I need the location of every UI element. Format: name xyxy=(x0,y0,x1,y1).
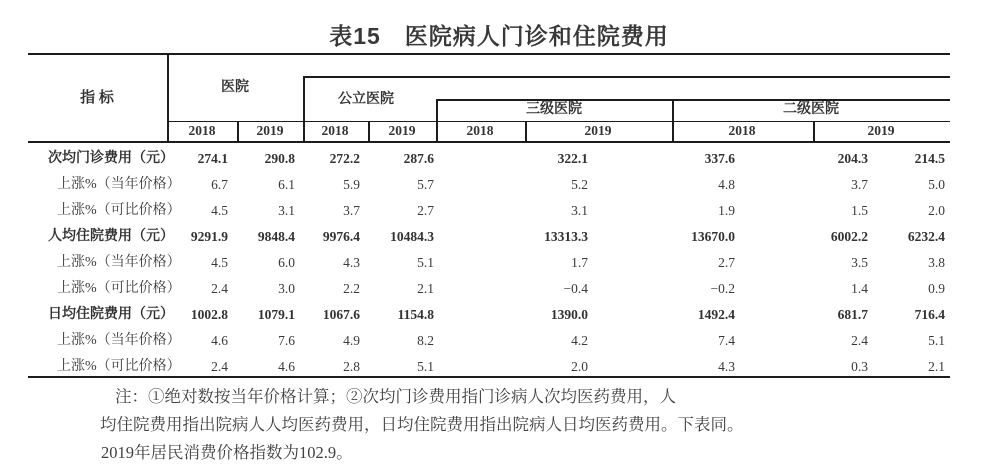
cell-value: 3.7 xyxy=(851,177,868,192)
cell-value: 6.0 xyxy=(278,255,295,270)
cell-value: 4.5 xyxy=(211,255,228,270)
year-header-hospital-2018: 2018 xyxy=(188,123,216,138)
cell-value: 337.6 xyxy=(704,151,735,166)
cell-value: 1002.8 xyxy=(190,307,228,322)
cell-value: 681.7 xyxy=(837,307,868,322)
note-line-1: 注：①绝对数按当年价格计算；②次均门诊费用指门诊病人次均医药费用，人 xyxy=(115,387,676,406)
cell-value: 290.8 xyxy=(264,151,295,166)
table-row xyxy=(0,276,982,302)
cell-value: 4.3 xyxy=(718,359,735,374)
cell-value: 5.9 xyxy=(343,177,360,192)
divider-secondary-years xyxy=(813,121,815,142)
cell-value: 0.9 xyxy=(928,281,945,296)
cell-value: 204.3 xyxy=(837,151,868,166)
cell-value: 2.7 xyxy=(718,255,735,270)
cell-value: 7.4 xyxy=(718,333,735,348)
cell-value: 9848.4 xyxy=(257,229,295,244)
cell-value: 2.8 xyxy=(343,359,360,374)
cell-value: 322.1 xyxy=(557,151,588,166)
table-row xyxy=(0,146,982,172)
cell-value: 1.5 xyxy=(851,203,868,218)
tier-hospital-group-border xyxy=(436,99,950,101)
column-group-tertiary-hospital: 三级医院 xyxy=(526,102,582,117)
cell-value: 4.6 xyxy=(278,359,295,374)
divider-public-years xyxy=(368,121,370,142)
table-row xyxy=(0,302,982,328)
cell-value: 4.6 xyxy=(211,333,228,348)
cell-value: 4.3 xyxy=(343,255,360,270)
cell-value: 6232.4 xyxy=(907,229,945,244)
divider-public-tertiary xyxy=(436,99,438,141)
divider-tertiary-secondary xyxy=(672,99,674,141)
column-group-public-hospital: 公立医院 xyxy=(338,92,394,107)
cell-value: 272.2 xyxy=(329,151,360,166)
cell-value: 1.9 xyxy=(718,203,735,218)
cell-value: 1492.4 xyxy=(697,307,735,322)
cell-value: 7.6 xyxy=(278,333,295,348)
cell-value: 214.5 xyxy=(914,151,945,166)
cell-value: 6.7 xyxy=(211,177,228,192)
year-header-secondary-2018: 2018 xyxy=(728,123,756,138)
cell-value: 9291.9 xyxy=(190,229,228,244)
cell-value: 3.7 xyxy=(343,203,360,218)
divider-indicator-hospital xyxy=(167,53,169,141)
cell-value: 4.8 xyxy=(718,177,735,192)
cell-value: 3.8 xyxy=(928,255,945,270)
column-header-indicator: 指 标 xyxy=(80,90,114,106)
cell-value: 2.0 xyxy=(571,359,588,374)
year-header-public-2018: 2018 xyxy=(321,123,349,138)
table-row xyxy=(0,328,982,354)
table-row xyxy=(0,354,982,380)
year-header-secondary-2019: 2019 xyxy=(867,123,895,138)
cell-value: 2.4 xyxy=(211,359,228,374)
cell-value: 13313.3 xyxy=(544,229,588,244)
cell-value: 1154.8 xyxy=(397,307,434,322)
cell-value: 6002.2 xyxy=(830,229,868,244)
year-row-top-border xyxy=(167,121,950,123)
cell-value: 4.9 xyxy=(343,333,360,348)
table-row xyxy=(0,250,982,276)
cell-value: 5.1 xyxy=(417,359,434,374)
year-header-tertiary-2018: 2018 xyxy=(466,123,494,138)
cell-value: 1.4 xyxy=(851,281,868,296)
cell-value: 2.7 xyxy=(417,203,434,218)
row-label: 上涨%（当年价格） xyxy=(57,177,181,192)
row-label: 上涨%（可比价格） xyxy=(57,281,181,296)
cell-value: 3.0 xyxy=(278,281,295,296)
cell-value: 3.1 xyxy=(571,203,588,218)
cell-value: 4.5 xyxy=(211,203,228,218)
cell-value: 2.4 xyxy=(851,333,868,348)
table-row xyxy=(0,224,982,250)
cell-value: 5.0 xyxy=(928,177,945,192)
cell-value: 9976.4 xyxy=(322,229,360,244)
row-label: 上涨%（当年价格） xyxy=(57,255,181,270)
cell-value: 3.1 xyxy=(278,203,295,218)
row-label: 人均住院费用（元） xyxy=(48,229,174,244)
cell-value: 13670.0 xyxy=(691,229,735,244)
cell-value: 1079.1 xyxy=(257,307,295,322)
table-row xyxy=(0,172,982,198)
cell-value: 5.7 xyxy=(417,177,434,192)
cell-value: 287.6 xyxy=(403,151,434,166)
public-hospital-group-border xyxy=(303,76,950,78)
cell-value: 2.0 xyxy=(928,203,945,218)
cell-value: 2.1 xyxy=(417,281,434,296)
row-label: 日均住院费用（元） xyxy=(48,307,174,322)
cell-value: 1067.6 xyxy=(322,307,360,322)
table-row xyxy=(0,198,982,224)
cell-value: 5.1 xyxy=(417,255,434,270)
cell-value: 8.2 xyxy=(417,333,434,348)
row-label: 上涨%（可比价格） xyxy=(57,359,181,374)
cell-value: 716.4 xyxy=(914,307,945,322)
cell-value: −0.4 xyxy=(563,281,588,296)
year-header-hospital-2019: 2019 xyxy=(256,123,284,138)
cell-value: 0.3 xyxy=(851,359,868,374)
cell-value: 10484.3 xyxy=(390,229,434,244)
cell-value: 4.2 xyxy=(571,333,588,348)
note-line-2: 均住院费用指出院病人人均医药费用，日均住院费用指出院病人日均医药费用。下表同。 xyxy=(100,415,744,434)
divider-hospital-years xyxy=(237,121,239,142)
column-group-hospital: 医院 xyxy=(221,80,249,95)
cell-value: 1390.0 xyxy=(550,307,588,322)
cell-value: 3.5 xyxy=(851,255,868,270)
cell-value: −0.2 xyxy=(710,281,735,296)
cell-value: 2.2 xyxy=(343,281,360,296)
cell-value: 2.4 xyxy=(211,281,228,296)
row-label: 上涨%（当年价格） xyxy=(57,333,181,348)
cell-value: 6.1 xyxy=(278,177,295,192)
year-header-public-2019: 2019 xyxy=(388,123,416,138)
cell-value: 2.1 xyxy=(928,359,945,374)
column-group-secondary-hospital: 二级医院 xyxy=(783,102,839,117)
row-label: 上涨%（可比价格） xyxy=(57,203,181,218)
note-line-3: 2019年居民消费价格指数为102.9。 xyxy=(101,443,353,462)
cell-value: 5.2 xyxy=(571,177,588,192)
row-label: 次均门诊费用（元） xyxy=(48,151,174,166)
table-title: 表15 医院病人门诊和住院费用 xyxy=(329,23,669,49)
cell-value: 5.1 xyxy=(928,333,945,348)
year-header-tertiary-2019: 2019 xyxy=(584,123,612,138)
cell-value: 1.7 xyxy=(571,255,588,270)
divider-tertiary-years xyxy=(525,121,527,142)
divider-hospital-public xyxy=(303,76,305,141)
cell-value: 274.1 xyxy=(197,151,228,166)
